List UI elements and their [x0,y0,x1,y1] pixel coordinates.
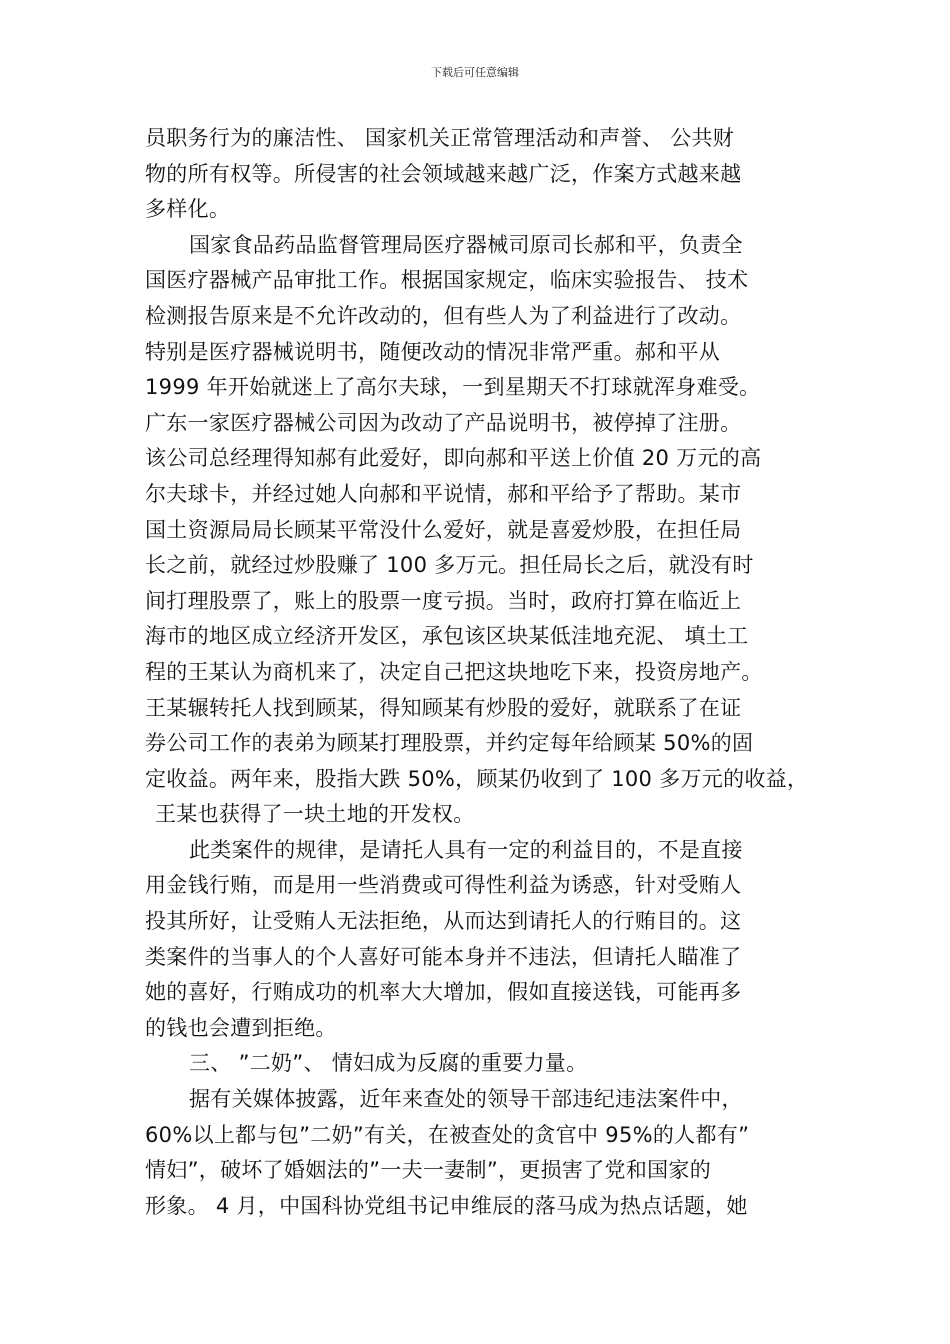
text-line: 三、 ”二奶”、 情妇成为反腐的重要力量。 [189,1051,588,1076]
text-line: 王某也获得了一块土地的开发权。 [155,802,475,827]
text-line: 此类案件的规律，是请托人具有一定的利益目的，不是直接 [189,837,743,862]
text-line: 员职务行为的廉洁性、 国家机关正常管理活动和声誉、 公共财 [145,126,735,150]
text-line: 据有关媒体披露，近年来查处的领导干部违纪违法案件中， [189,1087,743,1112]
text-line: 国土资源局局长顾某平常没什么爱好，就是喜爱炒股，在担任局 [145,517,742,542]
text-line: 类案件的当事人的个人喜好可能本身并不违法，但请托人瞄准了 [145,944,742,969]
text-line: 她的喜好，行贿成功的机率大大增加，假如直接送钱，可能再多 [145,980,742,1005]
text-line: 形象。 4 月，中国科协党组书记申维辰的落马成为热点话题，她 [145,1193,748,1218]
page-header: 下载后可任意编辑 [431,66,519,79]
text-line: 国家食品药品监督管理局医疗器械司原司长郝和平，负责全 [189,232,743,257]
text-line: 广东一家医疗器械公司因为改动了产品说明书，被停掉了注册。 [145,410,742,435]
text-line: 尔夫球卡，并经过她人向郝和平说情，郝和平给予了帮助。某市 [145,481,742,506]
text-line: 60%以上都与包”二奶”有关，在被查处的贪官中 95%的人都有” [145,1122,750,1147]
text-line: 定收益。两年来，股指大跌 50%，顾某仍收到了 100 多万元的收益， [145,766,809,791]
text-line: 特别是医疗器械说明书，随便改动的情况非常严重。郝和平从 [145,339,721,364]
text-line: 的钱也会遭到拒绝。 [145,1015,337,1040]
text-line: 间打理股票了，账上的股票一度亏损。当时，政府打算在临近上 [145,588,742,613]
text-line: 该公司总经理得知郝有此爱好，即向郝和平送上价值 20 万元的高 [145,446,762,471]
text-line: 王某辗转托人找到顾某，得知顾某有炒股的爱好，就联系了在证 [145,695,742,720]
document-body [145,121,813,1224]
text-line: 海市的地区成立经济开发区，承包该区块某低洼地充泥、 填土工 [145,624,749,649]
text-line: 券公司工作的表弟为顾某打理股票，并约定每年给顾某 50%的固 [145,731,754,756]
text-line: 情妇”，破坏了婚姻法的”一夫一妻制”，更损害了党和国家的 [145,1158,712,1183]
text-line: 程的王某认为商机来了，决定自己把这块地吃下来，投资房地产。 [145,659,763,684]
text-line: 1999 年开始就迷上了高尔夫球，一到星期天不打球就浑身难受。 [145,375,761,400]
text-line: 国医疗器械产品审批工作。根据国家规定，临床实验报告、 技术 [145,268,749,293]
text-line: 物的所有权等。所侵害的社会领域越来越广泛，作案方式越来越 [145,161,742,186]
text-line: 多样化。 [145,197,231,222]
text-line: 投其所好，让受贿人无法拒绝，从而达到请托人的行贿目的。这 [145,909,742,934]
text-line: 用金钱行贿，而是用一些消费或可得性利益为诱惑，针对受贿人 [145,873,742,898]
text-line: 检测报告原来是不允许改动的，但有些人为了利益进行了改动。 [145,303,742,328]
text-line: 长之前，就经过炒股赚了 100 多万元。担任局长之后，就没有时 [145,553,754,578]
